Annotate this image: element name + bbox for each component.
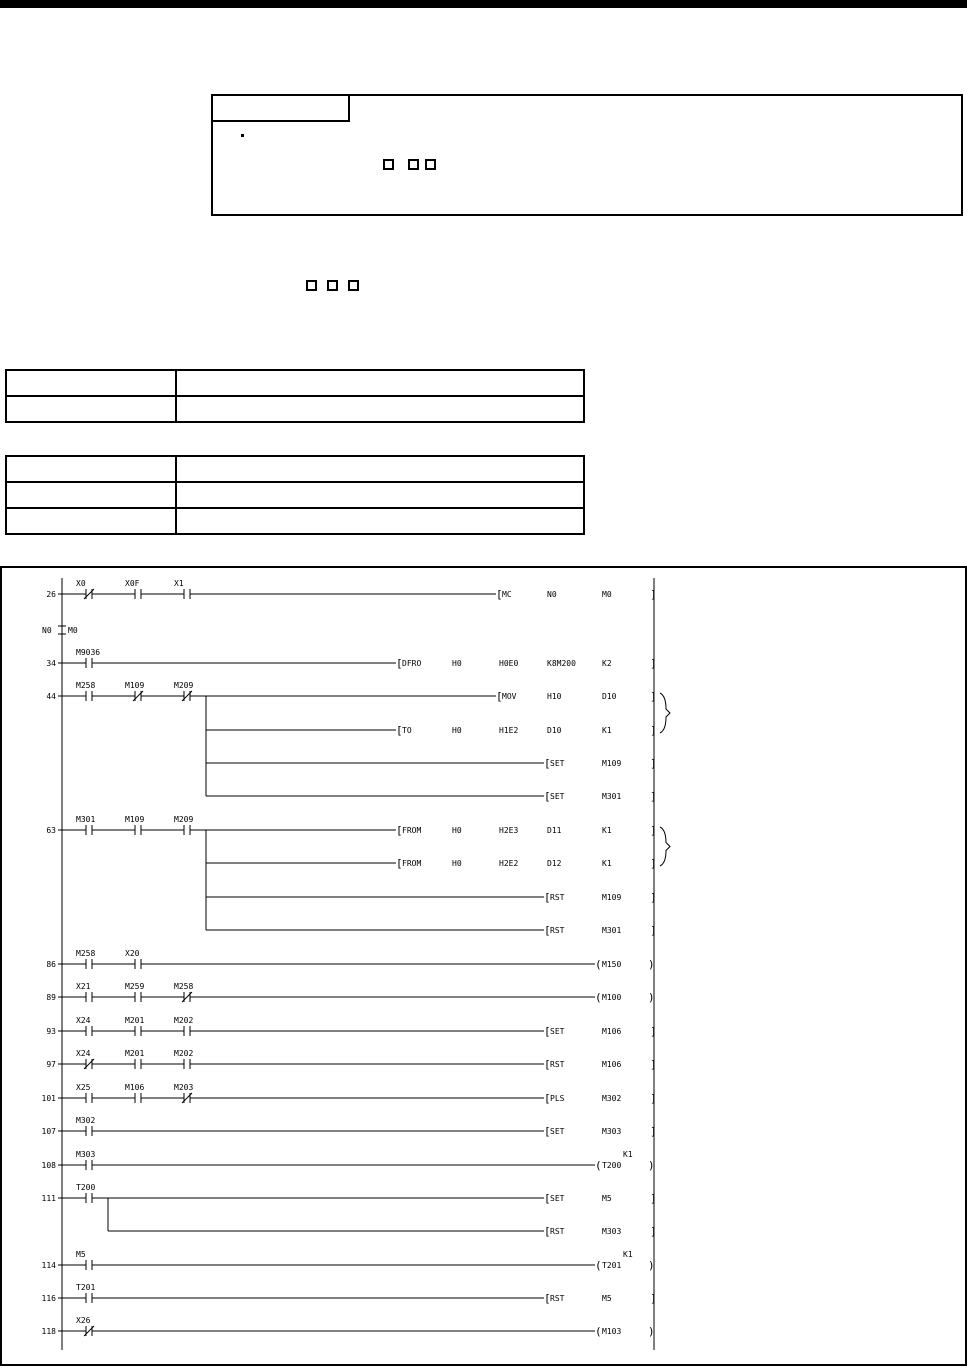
instruction-operand: H0	[452, 826, 462, 835]
coil-constant: K1	[623, 1250, 633, 1259]
instruction-operand: D10	[602, 692, 617, 701]
contact-label: M202	[174, 1049, 194, 1058]
step-number: 89	[46, 993, 56, 1002]
instruction-operand: H0E0	[499, 659, 519, 668]
step-number: 26	[46, 590, 56, 599]
instruction-mnemonic: SET	[550, 792, 565, 801]
instruction-bracket-left: [	[496, 690, 503, 703]
instruction-operand: N0	[547, 590, 557, 599]
contact-label: M259	[125, 982, 145, 991]
contact-label: M258	[174, 982, 194, 991]
instruction-operand: M302	[602, 1094, 622, 1103]
instruction-bracket-right: ]	[650, 690, 657, 703]
contact-label: M201	[125, 1016, 145, 1025]
instruction-operand: K8M200	[547, 659, 576, 668]
contact-label: M202	[174, 1016, 194, 1025]
instruction-operand: M106	[602, 1060, 622, 1069]
instruction-mnemonic: RST	[550, 1060, 565, 1069]
table-row	[6, 482, 584, 508]
placeholder-square-icon	[383, 159, 394, 170]
instruction-bracket-left: [	[544, 891, 551, 904]
contact-label: X0	[76, 579, 86, 588]
device-table-2	[5, 455, 585, 535]
instruction-mnemonic: TO	[402, 726, 412, 735]
instruction-operand: H0	[452, 859, 462, 868]
instruction-bracket-right: ]	[650, 657, 657, 670]
instruction-bracket-left: [	[544, 790, 551, 803]
placeholder-square-icon	[348, 280, 359, 291]
brace-icon	[660, 827, 670, 866]
instruction-bracket-right: ]	[650, 924, 657, 937]
instruction-operand: K1	[602, 826, 612, 835]
instruction-bracket-right: ]	[650, 588, 657, 601]
instruction-operand: M0	[602, 590, 612, 599]
instruction-operand: M5	[602, 1294, 612, 1303]
instruction-operand: H2E2	[499, 859, 519, 868]
instruction-mnemonic: MOV	[502, 692, 517, 701]
table-cell	[176, 456, 584, 482]
instruction-operand: H1E2	[499, 726, 519, 735]
instruction-operand: H2E3	[499, 826, 519, 835]
ladder-program-frame	[0, 566, 967, 1366]
coil-left: (	[595, 1159, 602, 1172]
instruction-mnemonic: DFRO	[402, 659, 422, 668]
coil-right: )	[648, 1159, 655, 1172]
top-rule	[0, 0, 967, 8]
coil-label: M100	[602, 993, 622, 1002]
step-number: 114	[41, 1261, 56, 1270]
instruction-bracket-left: [	[396, 724, 403, 737]
instruction-bracket-right: ]	[650, 724, 657, 737]
contact-label: T200	[76, 1183, 96, 1192]
instruction-bracket-left: [	[544, 1125, 551, 1138]
instruction-operand: M109	[602, 759, 622, 768]
master-control-device: M0	[68, 626, 78, 635]
contact-label: M209	[174, 815, 194, 824]
instruction-operand: M301	[602, 792, 622, 801]
instruction-bracket-right: ]	[650, 790, 657, 803]
instruction-bracket-left: [	[544, 757, 551, 770]
instruction-operand: K1	[602, 859, 612, 868]
coil-constant: K1	[623, 1150, 633, 1159]
step-number: 97	[46, 1060, 56, 1069]
coil-right: )	[648, 1259, 655, 1272]
instruction-bracket-left: [	[544, 1025, 551, 1038]
coil-label: M103	[602, 1327, 622, 1336]
contact-label: M302	[76, 1116, 96, 1125]
table-cell	[176, 508, 584, 534]
coil-label: T201	[602, 1261, 622, 1270]
instruction-mnemonic: SET	[550, 1127, 565, 1136]
instruction-operand: M303	[602, 1127, 622, 1136]
instruction-bracket-left: [	[496, 588, 503, 601]
contact-label: X25	[76, 1083, 91, 1092]
instruction-operand: M303	[602, 1227, 622, 1236]
contact-label: M258	[76, 681, 96, 690]
instruction-bracket-left: [	[544, 1058, 551, 1071]
step-number: 63	[46, 826, 56, 835]
instruction-bracket-right: ]	[650, 857, 657, 870]
instruction-operand: H10	[547, 692, 562, 701]
step-number: 118	[41, 1327, 56, 1336]
step-number: 101	[41, 1094, 56, 1103]
coil-left: (	[595, 958, 602, 971]
step-number: 93	[46, 1027, 56, 1036]
instruction-bracket-right: ]	[650, 1058, 657, 1071]
ladder-diagram	[2, 568, 965, 1364]
coil-label: M150	[602, 960, 622, 969]
contact-label: M201	[125, 1049, 145, 1058]
contact-label: M303	[76, 1150, 96, 1159]
contact-label: M109	[125, 681, 145, 690]
step-number: 116	[41, 1294, 56, 1303]
coil-left: (	[595, 1259, 602, 1272]
instruction-mnemonic: SET	[550, 1027, 565, 1036]
placeholder-square-icon	[327, 280, 338, 291]
instruction-operand: H0	[452, 726, 462, 735]
coil-left: (	[595, 991, 602, 1004]
contact-label: M301	[76, 815, 96, 824]
coil-right: )	[648, 958, 655, 971]
instruction-mnemonic: PLS	[550, 1094, 565, 1103]
coil-right: )	[648, 1325, 655, 1338]
contact-label: X20	[125, 949, 140, 958]
instruction-bracket-right: ]	[650, 1025, 657, 1038]
contact-label: M258	[76, 949, 96, 958]
instruction-operand: M301	[602, 926, 622, 935]
step-number: 44	[46, 692, 56, 701]
note-label-tab	[213, 96, 350, 122]
master-control-label: N0	[42, 626, 52, 635]
placeholder-square-icon	[306, 280, 317, 291]
instruction-bracket-left: [	[396, 857, 403, 870]
instruction-operand: D11	[547, 826, 562, 835]
step-number: 34	[46, 659, 56, 668]
table-cell	[176, 370, 584, 396]
instruction-bracket-right: ]	[650, 1292, 657, 1305]
contact-label: X24	[76, 1049, 91, 1058]
contact-label: X21	[76, 982, 91, 991]
instruction-operand: H0	[452, 659, 462, 668]
contact-label: M5	[76, 1250, 86, 1259]
step-number: 108	[41, 1161, 56, 1170]
table-row	[6, 508, 584, 534]
instruction-mnemonic: RST	[550, 893, 565, 902]
instruction-bracket-left: [	[396, 657, 403, 670]
table-cell	[176, 482, 584, 508]
table-row	[6, 456, 584, 482]
contact-label: X1	[174, 579, 184, 588]
coil-label: T200	[602, 1161, 622, 1170]
coil-left: (	[595, 1325, 602, 1338]
instruction-bracket-left: [	[544, 1225, 551, 1238]
instruction-operand: M109	[602, 893, 622, 902]
table-cell	[6, 396, 176, 422]
instruction-bracket-right: ]	[650, 757, 657, 770]
instruction-operand: D12	[547, 859, 562, 868]
contact-label: M106	[125, 1083, 145, 1092]
instruction-operand: K1	[602, 726, 612, 735]
instruction-mnemonic: MC	[502, 590, 512, 599]
instruction-operand: K2	[602, 659, 612, 668]
step-number: 111	[41, 1194, 56, 1203]
instruction-bracket-right: ]	[650, 1225, 657, 1238]
coil-right: )	[648, 991, 655, 1004]
instruction-mnemonic: SET	[550, 759, 565, 768]
contact-label: T201	[76, 1283, 96, 1292]
instruction-bracket-right: ]	[650, 1125, 657, 1138]
table-cell	[6, 508, 176, 534]
contact-label: X26	[76, 1316, 91, 1325]
instruction-mnemonic: FROM	[402, 826, 422, 835]
step-number: 86	[46, 960, 56, 969]
instruction-operand: M106	[602, 1027, 622, 1036]
instruction-bracket-left: [	[544, 1092, 551, 1105]
instruction-operand: D10	[547, 726, 562, 735]
contact-label: X24	[76, 1016, 91, 1025]
device-table-1	[5, 369, 585, 423]
table-cell	[6, 456, 176, 482]
instruction-mnemonic: FROM	[402, 859, 422, 868]
contact-label: X0F	[125, 579, 140, 588]
instruction-operand: M5	[602, 1194, 612, 1203]
brace-icon	[660, 693, 670, 733]
instruction-mnemonic: RST	[550, 926, 565, 935]
step-number: 107	[41, 1127, 56, 1136]
instruction-mnemonic: RST	[550, 1294, 565, 1303]
instruction-bracket-right: ]	[650, 1092, 657, 1105]
instruction-bracket-left: [	[396, 824, 403, 837]
table-row	[6, 370, 584, 396]
instruction-bracket-right: ]	[650, 824, 657, 837]
instruction-bracket-left: [	[544, 1292, 551, 1305]
instruction-bracket-right: ]	[650, 891, 657, 904]
note-box	[211, 94, 963, 216]
table-cell	[176, 396, 584, 422]
table-cell	[6, 370, 176, 396]
note-bullet-icon	[241, 134, 244, 137]
instruction-bracket-right: ]	[650, 1192, 657, 1205]
table-row	[6, 396, 584, 422]
contact-label: M109	[125, 815, 145, 824]
contact-label: M203	[174, 1083, 194, 1092]
table-cell	[6, 482, 176, 508]
instruction-mnemonic: RST	[550, 1227, 565, 1236]
placeholder-square-icon	[408, 159, 419, 170]
contact-label: M209	[174, 681, 194, 690]
contact-label: M9036	[76, 648, 101, 657]
placeholder-square-icon	[425, 159, 436, 170]
instruction-bracket-left: [	[544, 924, 551, 937]
instruction-mnemonic: SET	[550, 1194, 565, 1203]
instruction-bracket-left: [	[544, 1192, 551, 1205]
